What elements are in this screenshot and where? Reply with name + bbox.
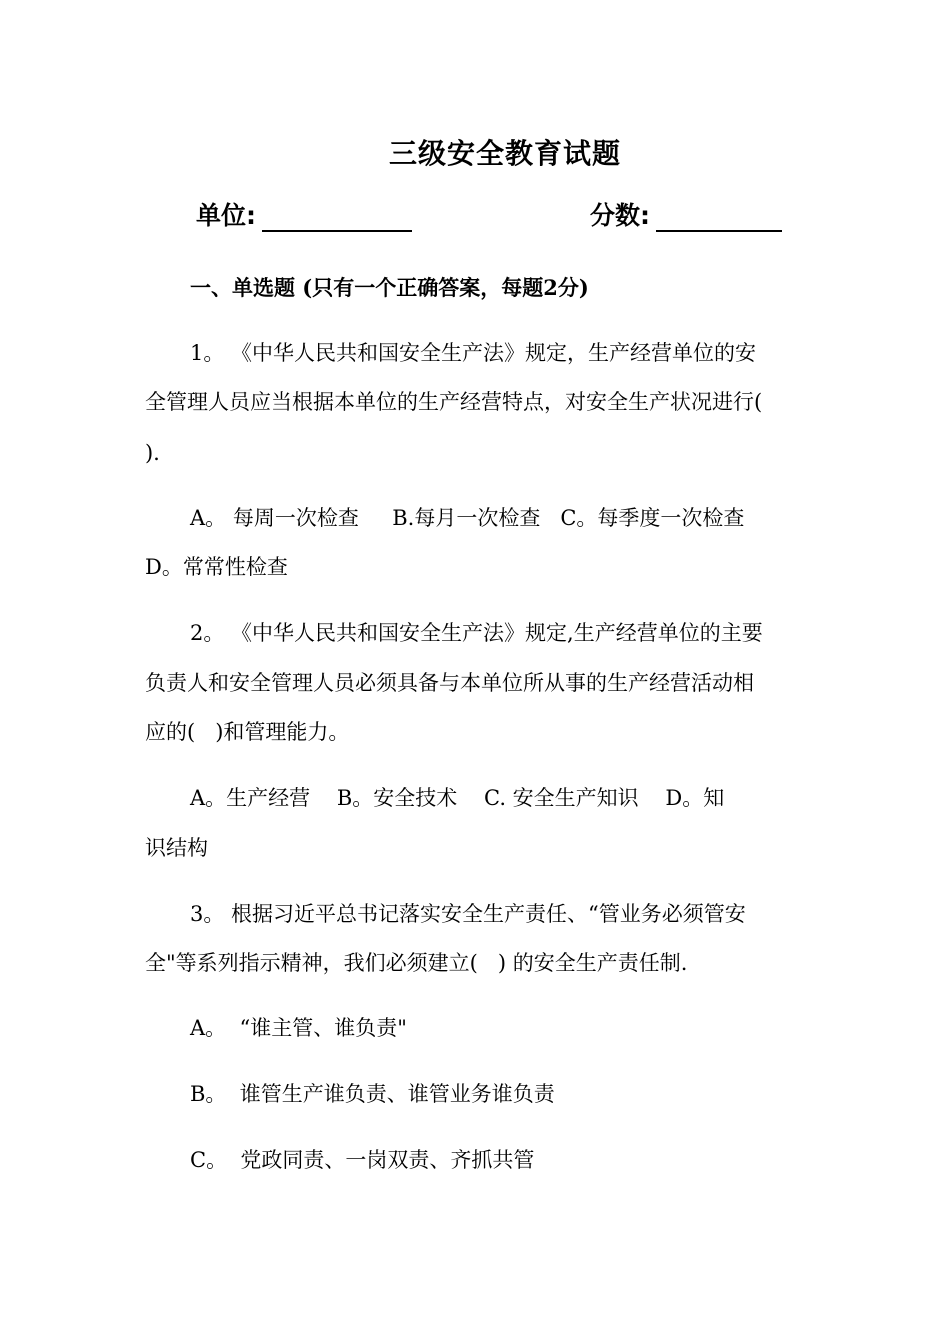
q3-line-2: 全"等系列指示精神，我们必须建立( ) 的安全生产责任制. <box>145 951 688 975</box>
q3-option-a: A。 “谁主管、谁负责" <box>190 1016 407 1040</box>
section-heading: 一、单选题 (只有一个正确答案，每题2分) <box>190 275 589 300</box>
q3-option-c: C。 党政同责、一岗双责、齐抓共管 <box>190 1148 535 1172</box>
q3-line-1: 3。 根据习近平总书记落实安全生产责任、“管业务必须管安 <box>190 902 746 926</box>
q2-line-3: 应的( )和管理能力。 <box>145 720 350 744</box>
document-title: 三级安全教育试题 <box>388 137 621 170</box>
q2-line-2: 负责人和安全管理人员必须具备与本单位所从事的生产经营活动相 <box>145 671 754 695</box>
q1-options-line-1: A。 每周一次检查 B.每月一次检查 C。每季度一次检查 <box>190 506 745 530</box>
q2-options-line-2: 识结构 <box>145 836 208 860</box>
score-label: 分数: <box>590 201 650 230</box>
q2-line-1: 2。 《中华人民共和国安全生产法》规定,生产经营单位的主要 <box>190 621 763 645</box>
q2-options-line-1: A。生产经营 B。安全技术 C. 安全生产知识 D。知 <box>190 786 725 810</box>
q3-option-b: B。 谁管生产谁负责、谁管业务谁负责 <box>190 1082 555 1106</box>
q1-line-1: 1。 《中华人民共和国安全生产法》规定，生产经营单位的安 <box>190 341 757 365</box>
q1-options-line-2: D。常常性检查 <box>145 555 288 579</box>
unit-field <box>196 196 412 232</box>
unit-blank <box>262 202 412 232</box>
score-blank <box>656 202 782 232</box>
q1-line-2: 全管理人员应当根据本单位的生产经营特点，对安全生产状况进行( <box>145 390 763 414</box>
unit-label: 单位: <box>196 201 256 230</box>
score-field <box>590 196 782 232</box>
q1-line-3: )． <box>145 441 175 465</box>
